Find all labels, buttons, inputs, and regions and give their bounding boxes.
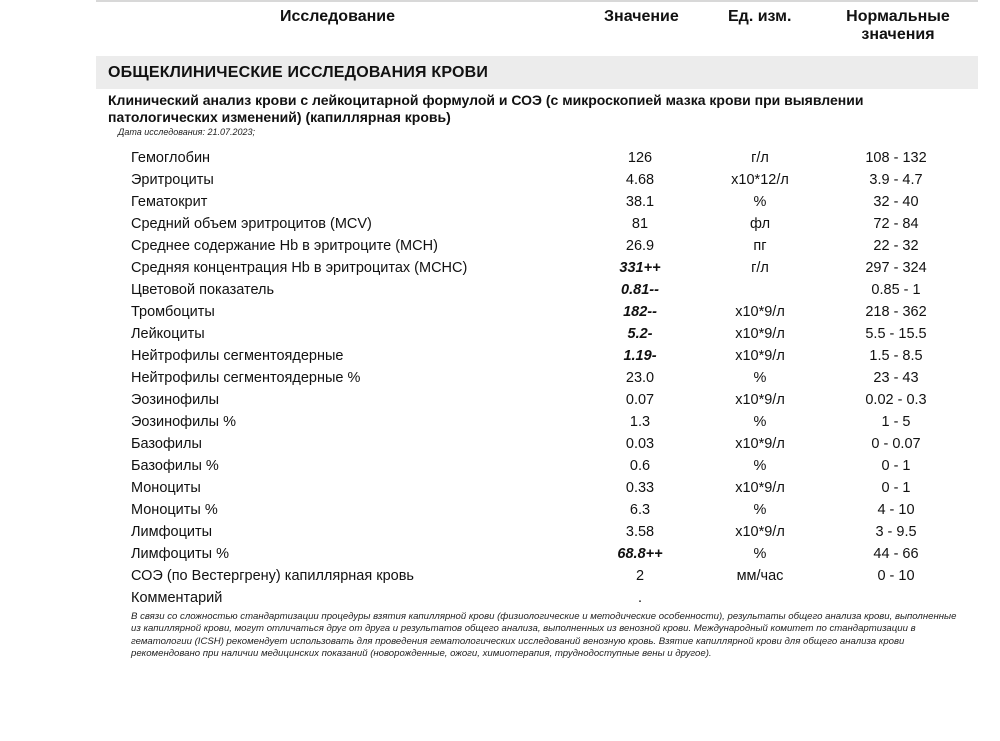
row-value: 182-- bbox=[623, 304, 657, 320]
row-norm: 0.02 - 0.3 bbox=[865, 392, 927, 408]
row-name: Лейкоциты bbox=[131, 326, 205, 342]
row-name: Лимфоциты bbox=[131, 524, 213, 540]
row-value: 0.07 bbox=[625, 392, 655, 408]
comment-text: В связи со сложностью стандартизации процедуры взятия капиллярной крови (физиологические и методические особенности), результаты общего анализа крови, выполненные из капиллярной крови, могут отличаться друг от друга и результатов общего анализа, выполненных из венозной крови. Международный комитет по стандартизации в гематологии (ICSH) рекомендует использовать для проведения гематологических исследований венозную кровь. Взятие капиллярной крови для общего анализа крови рекомендовано при наличии медицинских показаний (новорожденные, ожоги, химиотерапия, труднодоступные вены и другое). bbox=[131, 611, 957, 660]
table-row bbox=[0, 279, 1000, 301]
row-norm: 5.5 - 15.5 bbox=[865, 326, 927, 342]
table-row bbox=[0, 565, 1000, 587]
column-header-unit: Ед. изм. bbox=[728, 8, 792, 25]
row-norm: 0 - 0.07 bbox=[871, 436, 921, 452]
row-value: 38.1 bbox=[625, 194, 655, 210]
row-norm: 32 - 40 bbox=[873, 194, 919, 210]
section-title: ОБЩЕКЛИНИЧЕСКИЕ ИССЛЕДОВАНИЯ КРОВИ bbox=[108, 64, 489, 81]
row-unit: фл bbox=[749, 216, 771, 232]
row-name: Средняя концентрация Hb в эритроцитах (MCHC) bbox=[131, 260, 468, 276]
row-unit: мм/час bbox=[736, 568, 784, 584]
row-norm: 108 - 132 bbox=[865, 150, 927, 166]
table-row bbox=[0, 367, 1000, 389]
row-value: 23.0 bbox=[625, 370, 655, 386]
row-unit: пг bbox=[753, 238, 767, 254]
row-name: Эозинофилы bbox=[131, 392, 220, 408]
row-norm: 0 - 10 bbox=[877, 568, 915, 584]
top-divider bbox=[96, 0, 978, 2]
test-date: Дата исследования: 21.07.2023; bbox=[118, 127, 256, 137]
row-name: Моноциты % bbox=[131, 502, 218, 518]
table-row bbox=[0, 213, 1000, 235]
row-norm: 297 - 324 bbox=[865, 260, 927, 276]
row-value: 1.19- bbox=[623, 348, 657, 364]
row-unit: % bbox=[753, 194, 767, 210]
row-norm: 44 - 66 bbox=[873, 546, 919, 562]
test-title: Клинический анализ крови с лейкоцитарной формулой и СОЭ (с микроскопией мазка крови при выявлении патологических изменений) (капиллярная кровь) bbox=[108, 92, 864, 125]
row-value: 0.6 bbox=[629, 458, 651, 474]
row-norm: 0 - 1 bbox=[881, 458, 911, 474]
table-row bbox=[0, 191, 1000, 213]
table-row bbox=[0, 587, 1000, 609]
row-norm: 0.85 - 1 bbox=[871, 282, 921, 298]
row-name: Эритроциты bbox=[131, 172, 214, 188]
row-value: 4.68 bbox=[625, 172, 655, 188]
row-value: 3.58 bbox=[625, 524, 655, 540]
table-row bbox=[0, 235, 1000, 257]
row-name: Гематокрит bbox=[131, 194, 208, 210]
row-name: Комментарий bbox=[131, 590, 223, 606]
row-value: 331++ bbox=[619, 260, 661, 276]
table-row bbox=[0, 455, 1000, 477]
row-name: Моноциты bbox=[131, 480, 201, 496]
row-value: 81 bbox=[631, 216, 649, 232]
column-header-norm-line1: Нормальные bbox=[846, 8, 950, 25]
row-name: Лимфоциты % bbox=[131, 546, 229, 562]
row-name: Нейтрофилы сегментоядерные bbox=[131, 348, 344, 364]
row-unit: % bbox=[753, 370, 767, 386]
column-header-test: Исследование bbox=[280, 8, 395, 25]
row-value: 2 bbox=[635, 568, 645, 584]
row-norm: 4 - 10 bbox=[877, 502, 915, 518]
row-unit: x10*9/л bbox=[735, 392, 785, 408]
row-name: Средний объем эритроцитов (MCV) bbox=[131, 216, 372, 232]
row-norm: 22 - 32 bbox=[873, 238, 919, 254]
section-header bbox=[96, 56, 978, 89]
row-name: СОЭ (по Вестергрену) капиллярная кровь bbox=[131, 568, 414, 584]
table-row bbox=[0, 147, 1000, 169]
row-norm: 1 - 5 bbox=[881, 414, 911, 430]
row-unit: x10*9/л bbox=[735, 326, 785, 342]
row-norm: 3.9 - 4.7 bbox=[869, 172, 923, 188]
table-row bbox=[0, 345, 1000, 367]
table-row bbox=[0, 543, 1000, 565]
row-unit: x10*9/л bbox=[735, 348, 785, 364]
row-value: 0.81-- bbox=[621, 282, 659, 298]
row-name: Цветовой показатель bbox=[131, 282, 275, 298]
column-header-norm bbox=[838, 8, 958, 44]
row-name: Эозинофилы % bbox=[131, 414, 236, 430]
table-row bbox=[0, 433, 1000, 455]
row-value: 0.03 bbox=[625, 436, 655, 452]
row-unit: x10*9/л bbox=[735, 304, 785, 320]
row-unit: x10*9/л bbox=[735, 436, 785, 452]
row-unit: x10*9/л bbox=[735, 524, 785, 540]
row-unit: % bbox=[753, 458, 767, 474]
row-value: 26.9 bbox=[625, 238, 655, 254]
row-unit: г/л bbox=[751, 260, 769, 276]
row-norm: 23 - 43 bbox=[873, 370, 919, 386]
results-table bbox=[0, 147, 1000, 609]
row-name: Нейтрофилы сегментоядерные % bbox=[131, 370, 361, 386]
row-unit: x10*9/л bbox=[735, 480, 785, 496]
table-row bbox=[0, 521, 1000, 543]
row-norm: 0 - 1 bbox=[881, 480, 911, 496]
column-header-norm-line2: значения bbox=[861, 26, 935, 43]
row-name: Тромбоциты bbox=[131, 304, 215, 320]
row-norm: 3 - 9.5 bbox=[875, 524, 917, 540]
row-unit: % bbox=[753, 546, 767, 562]
table-row bbox=[0, 169, 1000, 191]
table-row bbox=[0, 301, 1000, 323]
row-norm: 72 - 84 bbox=[873, 216, 919, 232]
row-norm: 218 - 362 bbox=[865, 304, 927, 320]
row-value: 0.33 bbox=[625, 480, 655, 496]
table-row bbox=[0, 389, 1000, 411]
row-value: 6.3 bbox=[629, 502, 651, 518]
table-row bbox=[0, 323, 1000, 345]
row-unit: г/л bbox=[751, 150, 769, 166]
row-unit: x10*12/л bbox=[731, 172, 789, 188]
table-row bbox=[0, 257, 1000, 279]
table-row bbox=[0, 477, 1000, 499]
column-header-value: Значение bbox=[604, 8, 679, 25]
row-name: Гемоглобин bbox=[131, 150, 211, 166]
table-row bbox=[0, 499, 1000, 521]
row-name: Базофилы bbox=[131, 436, 202, 452]
row-name: Базофилы % bbox=[131, 458, 219, 474]
table-row bbox=[0, 411, 1000, 433]
row-value: 126 bbox=[627, 150, 653, 166]
row-value: 68.8++ bbox=[617, 546, 663, 562]
row-norm: 1.5 - 8.5 bbox=[869, 348, 923, 364]
row-unit: % bbox=[753, 502, 767, 518]
row-name: Среднее содержание Hb в эритроците (MCH) bbox=[131, 238, 438, 254]
row-value: 1.3 bbox=[629, 414, 651, 430]
row-value: . bbox=[637, 590, 643, 606]
row-value: 5.2- bbox=[627, 326, 653, 342]
row-unit: % bbox=[753, 414, 767, 430]
